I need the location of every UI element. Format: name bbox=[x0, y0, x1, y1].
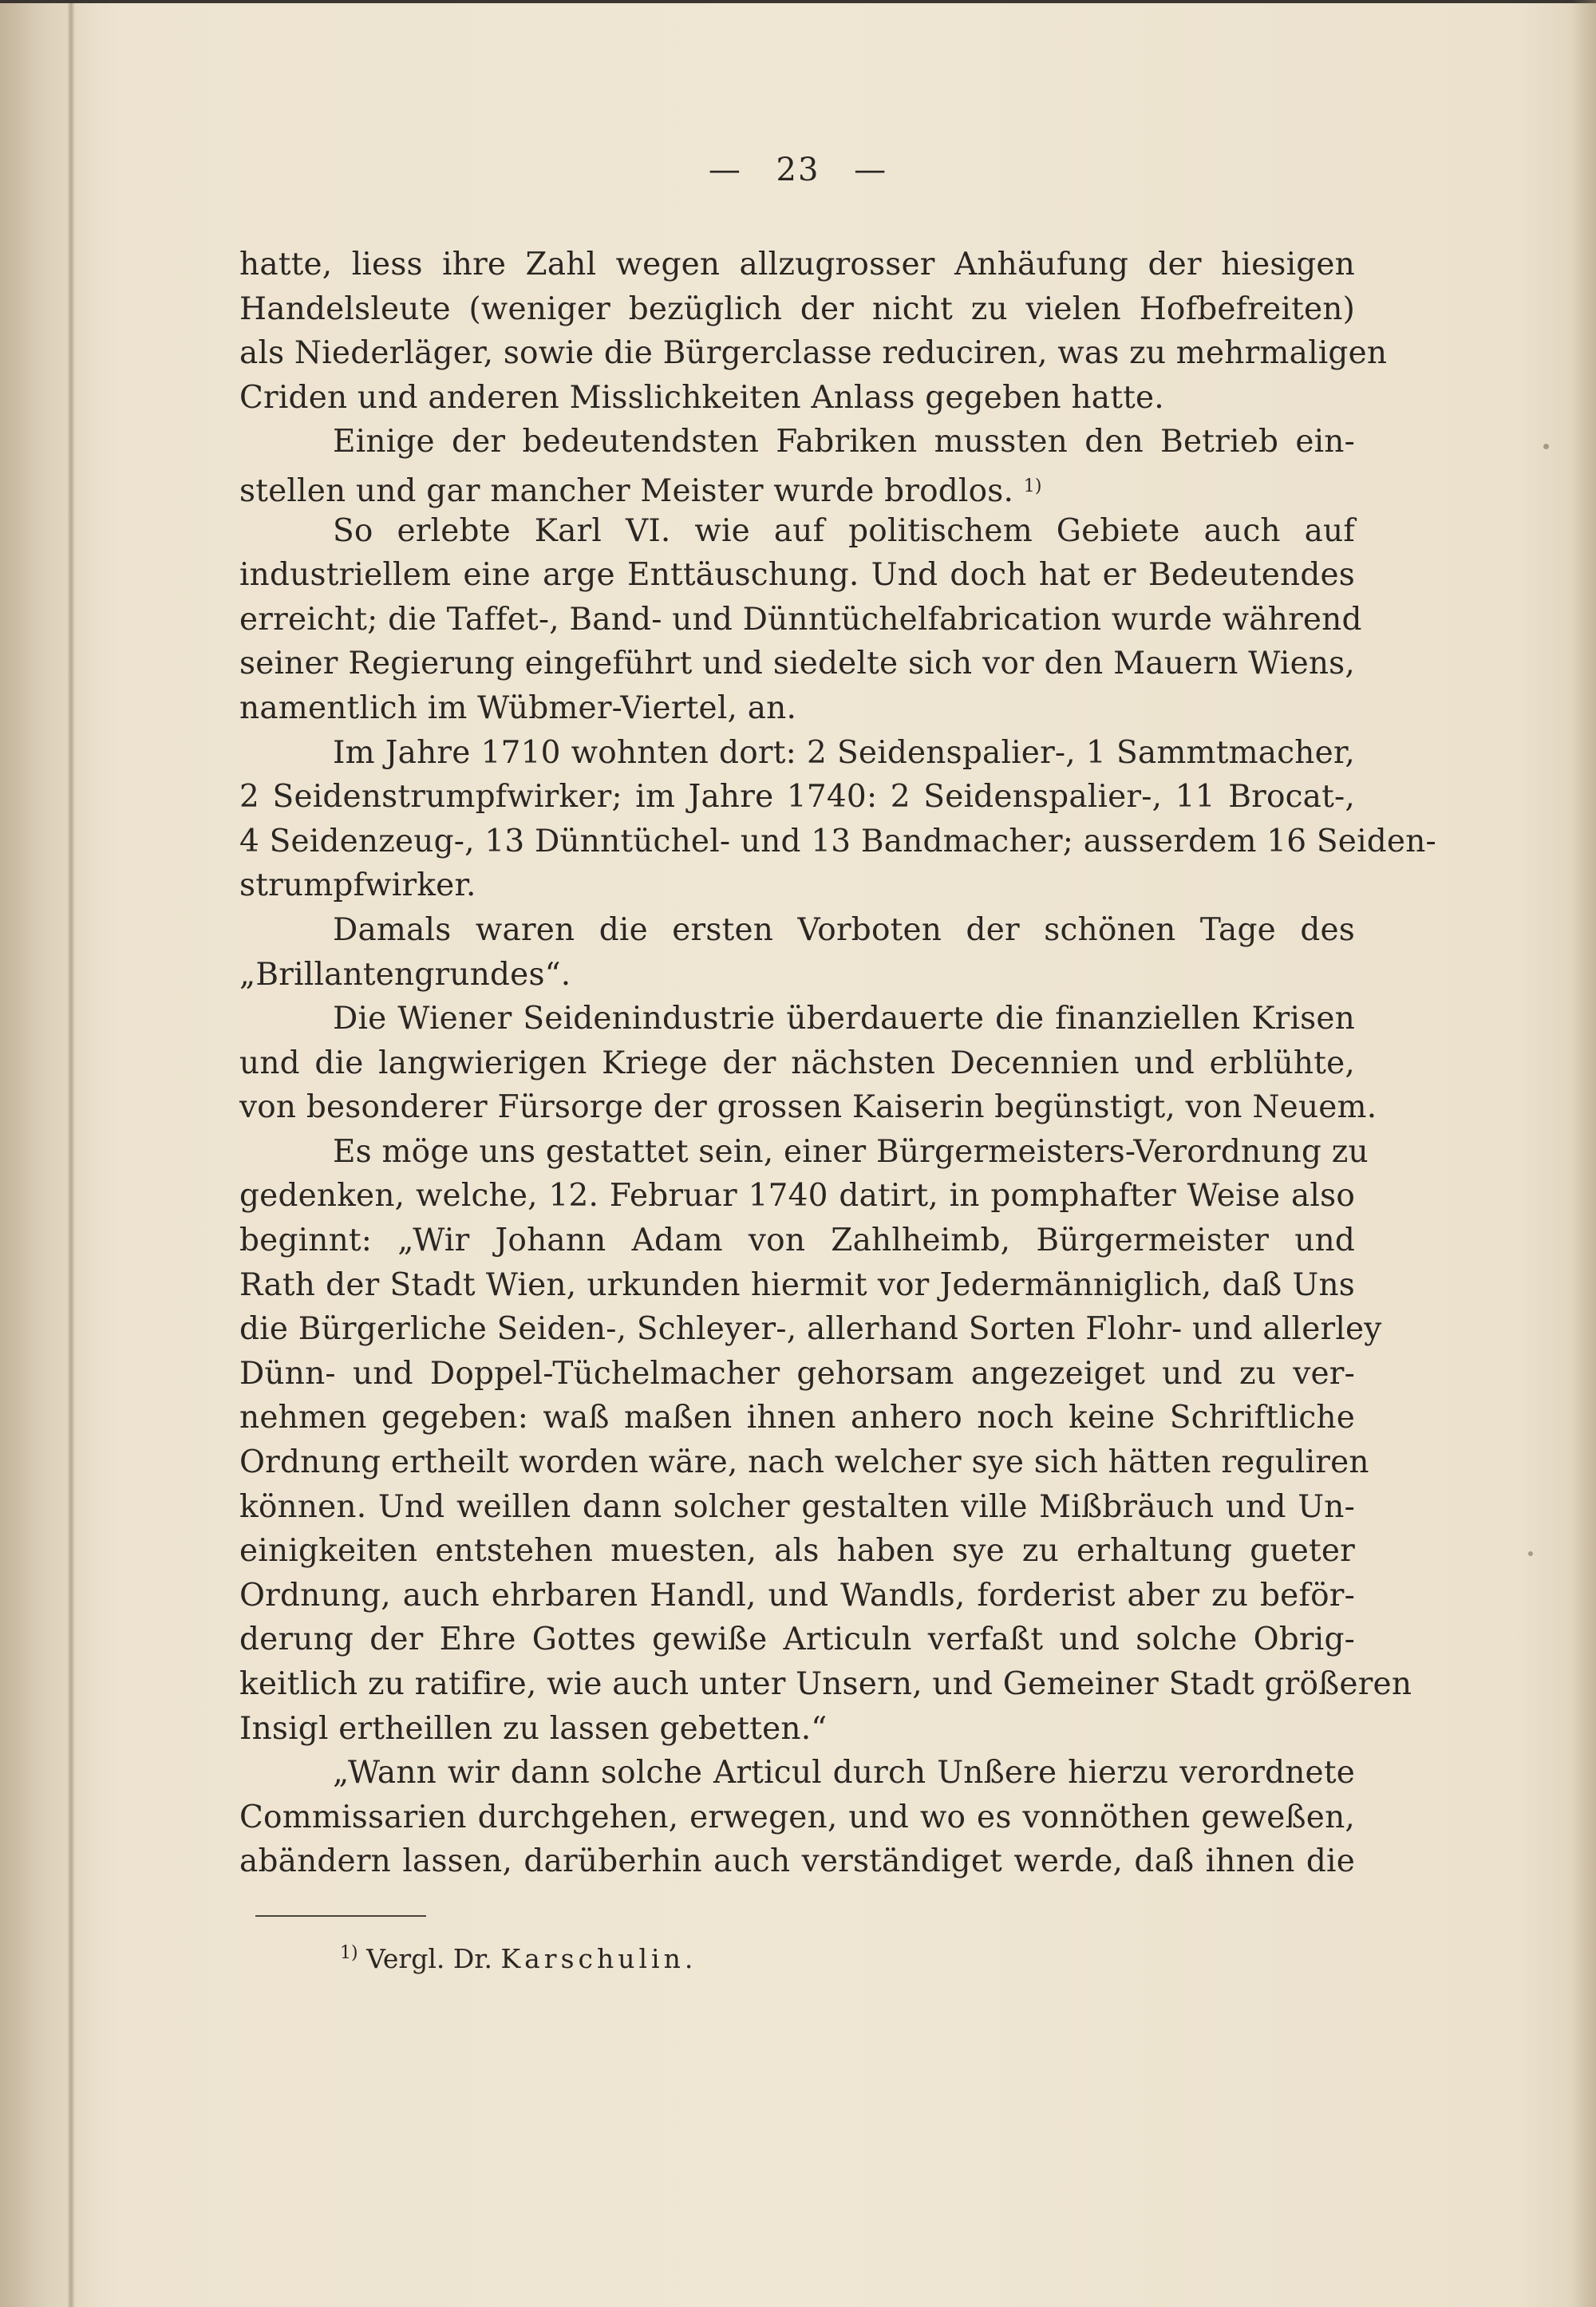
text-line: Im Jahre 1710 wohnten dort: 2 Seidenspalier-, 1 Sammtmacher, bbox=[333, 734, 1355, 771]
page-number bbox=[0, 152, 1596, 188]
page-right-edge bbox=[1572, 0, 1596, 2307]
text-line: „Wann wir dann solche Articul durch Unßere hierzu verordnete bbox=[333, 1755, 1355, 1791]
text-line: Einige der bedeutendsten Fabriken mussten den Betrieb ein- bbox=[333, 424, 1355, 460]
text-line: Dünn- und Doppel-Tüchelmacher gehorsam angezeiget und zu ver- bbox=[239, 1355, 1355, 1392]
binding-edge bbox=[67, 0, 75, 2307]
footnote-rule bbox=[255, 1915, 426, 1917]
text-line: Ordnung, auch ehrbaren Handl, und Wandls, forderist aber zu beför- bbox=[239, 1577, 1355, 1614]
text-line: Es möge uns gestattet sein, einer Bürgermeisters-Verordnung zu bbox=[333, 1133, 1369, 1170]
paper-speck bbox=[1528, 1551, 1533, 1556]
page-number-value: 23 bbox=[776, 152, 820, 188]
text-line-content: stellen und gar mancher Meister wurde brodlos. bbox=[239, 472, 1014, 509]
text-line: keitlich zu ratifire, wie auch unter Unsern, und Gemeiner Stadt größeren bbox=[239, 1666, 1412, 1702]
text-line: können. Und weillen dann solcher gestalten ville Mißbräuch und Un- bbox=[239, 1488, 1355, 1525]
text-line: derung der Ehre Gottes gewiße Articuln verfaßt und solche Obrig- bbox=[239, 1622, 1355, 1658]
footnote-author: Karschulin. bbox=[500, 1943, 697, 1974]
text-line: Ordnung ertheilt worden wäre, nach welcher sye sich hätten reguliren bbox=[239, 1444, 1369, 1481]
text-line: Handelsleute (weniger bezüglich der nicht zu vielen Hofbefreiten) bbox=[239, 290, 1355, 327]
text-line: „Brillantengrundes“. bbox=[239, 956, 571, 993]
text-line: Damals waren die ersten Vorboten der schönen Tage des bbox=[333, 911, 1355, 948]
text-line: namentlich im Wübmer-Viertel, an. bbox=[239, 689, 797, 726]
body-text bbox=[239, 243, 1436, 1884]
footnote-marker: 1) bbox=[340, 1943, 358, 1963]
page-top-edge bbox=[0, 0, 1596, 3]
text-line: die Bürgerliche Seiden-, Schleyer-, allerhand Sorten Flohr- und allerley bbox=[239, 1311, 1382, 1348]
text-line: gedenken, welche, 12. Februar 1740 datirt, in pomphafter Weise also bbox=[239, 1178, 1355, 1215]
text-line: von besonderer Fürsorge der grossen Kaiserin begünstigt, von Neuem. bbox=[239, 1089, 1377, 1126]
footnote-reference: 1) bbox=[1023, 476, 1042, 496]
text-line: strumpfwirker. bbox=[239, 867, 476, 904]
text-line: abändern lassen, darüberhin auch verständiget werde, daß ihnen die bbox=[239, 1843, 1355, 1880]
text-line: hatte, liess ihre Zahl wegen allzugrosser Anhäufung der hiesigen bbox=[239, 247, 1355, 282]
page-number-dash-right: — bbox=[854, 152, 888, 188]
footnote-text: Vergl. Dr. bbox=[366, 1943, 492, 1974]
text-line: So erlebte Karl VI. wie auf politischem Gebiete auch auf bbox=[333, 512, 1355, 549]
text-line: Insigl ertheillen zu lassen gebetten.“ bbox=[239, 1710, 828, 1747]
text-line: als Niederläger, sowie die Bürgerclasse reduciren, was zu mehrmaligen bbox=[239, 335, 1388, 372]
text-line: 4 Seidenzeug-, 13 Dünntüchel- und 13 Bandmacher; ausserdem 16 Seiden- bbox=[239, 823, 1436, 859]
paper-speck bbox=[1543, 444, 1549, 449]
text-line: seiner Regierung eingeführt und siedelte sich vor den Mauern Wiens, bbox=[239, 646, 1355, 682]
text-line: erreicht; die Taffet-, Band- und Dünntüchelfabrication wurde während bbox=[239, 601, 1362, 638]
text-line: Criden und anderen Misslichkeiten Anlass gegeben hatte. bbox=[239, 379, 1164, 416]
text-line bbox=[239, 464, 1355, 509]
footnote bbox=[340, 1936, 697, 1977]
page-number-dash-left: — bbox=[708, 152, 742, 188]
text-line: 2 Seidenstrumpfwirker; im Jahre 1740: 2 Seidenspalier-, 11 Brocat-, bbox=[239, 779, 1355, 816]
text-line: beginnt: „Wir Johann Adam von Zahlheimb, Bürgermeister und bbox=[239, 1223, 1355, 1259]
text-line: einigkeiten entstehen muesten, als haben sye zu erhaltung gueter bbox=[239, 1533, 1355, 1570]
text-line: und die langwierigen Kriege der nächsten Decennien und erblühte, bbox=[239, 1045, 1355, 1081]
text-line: nehmen gegeben: waß maßen ihnen anhero noch keine Schriftliche bbox=[239, 1400, 1355, 1436]
binding-shadow bbox=[0, 0, 120, 2307]
text-line: Commissarien durchgehen, erwegen, und wo es vonnöthen geweßen, bbox=[239, 1799, 1355, 1835]
text-line: industriellem eine arge Enttäuschung. Und doch hat er Bedeutendes bbox=[239, 557, 1355, 594]
text-line: Die Wiener Seidenindustrie überdauerte die finanziellen Krisen bbox=[333, 1001, 1355, 1037]
text-line: Rath der Stadt Wien, urkunden hiermit vor Jedermänniglich, daß Uns bbox=[239, 1266, 1355, 1303]
